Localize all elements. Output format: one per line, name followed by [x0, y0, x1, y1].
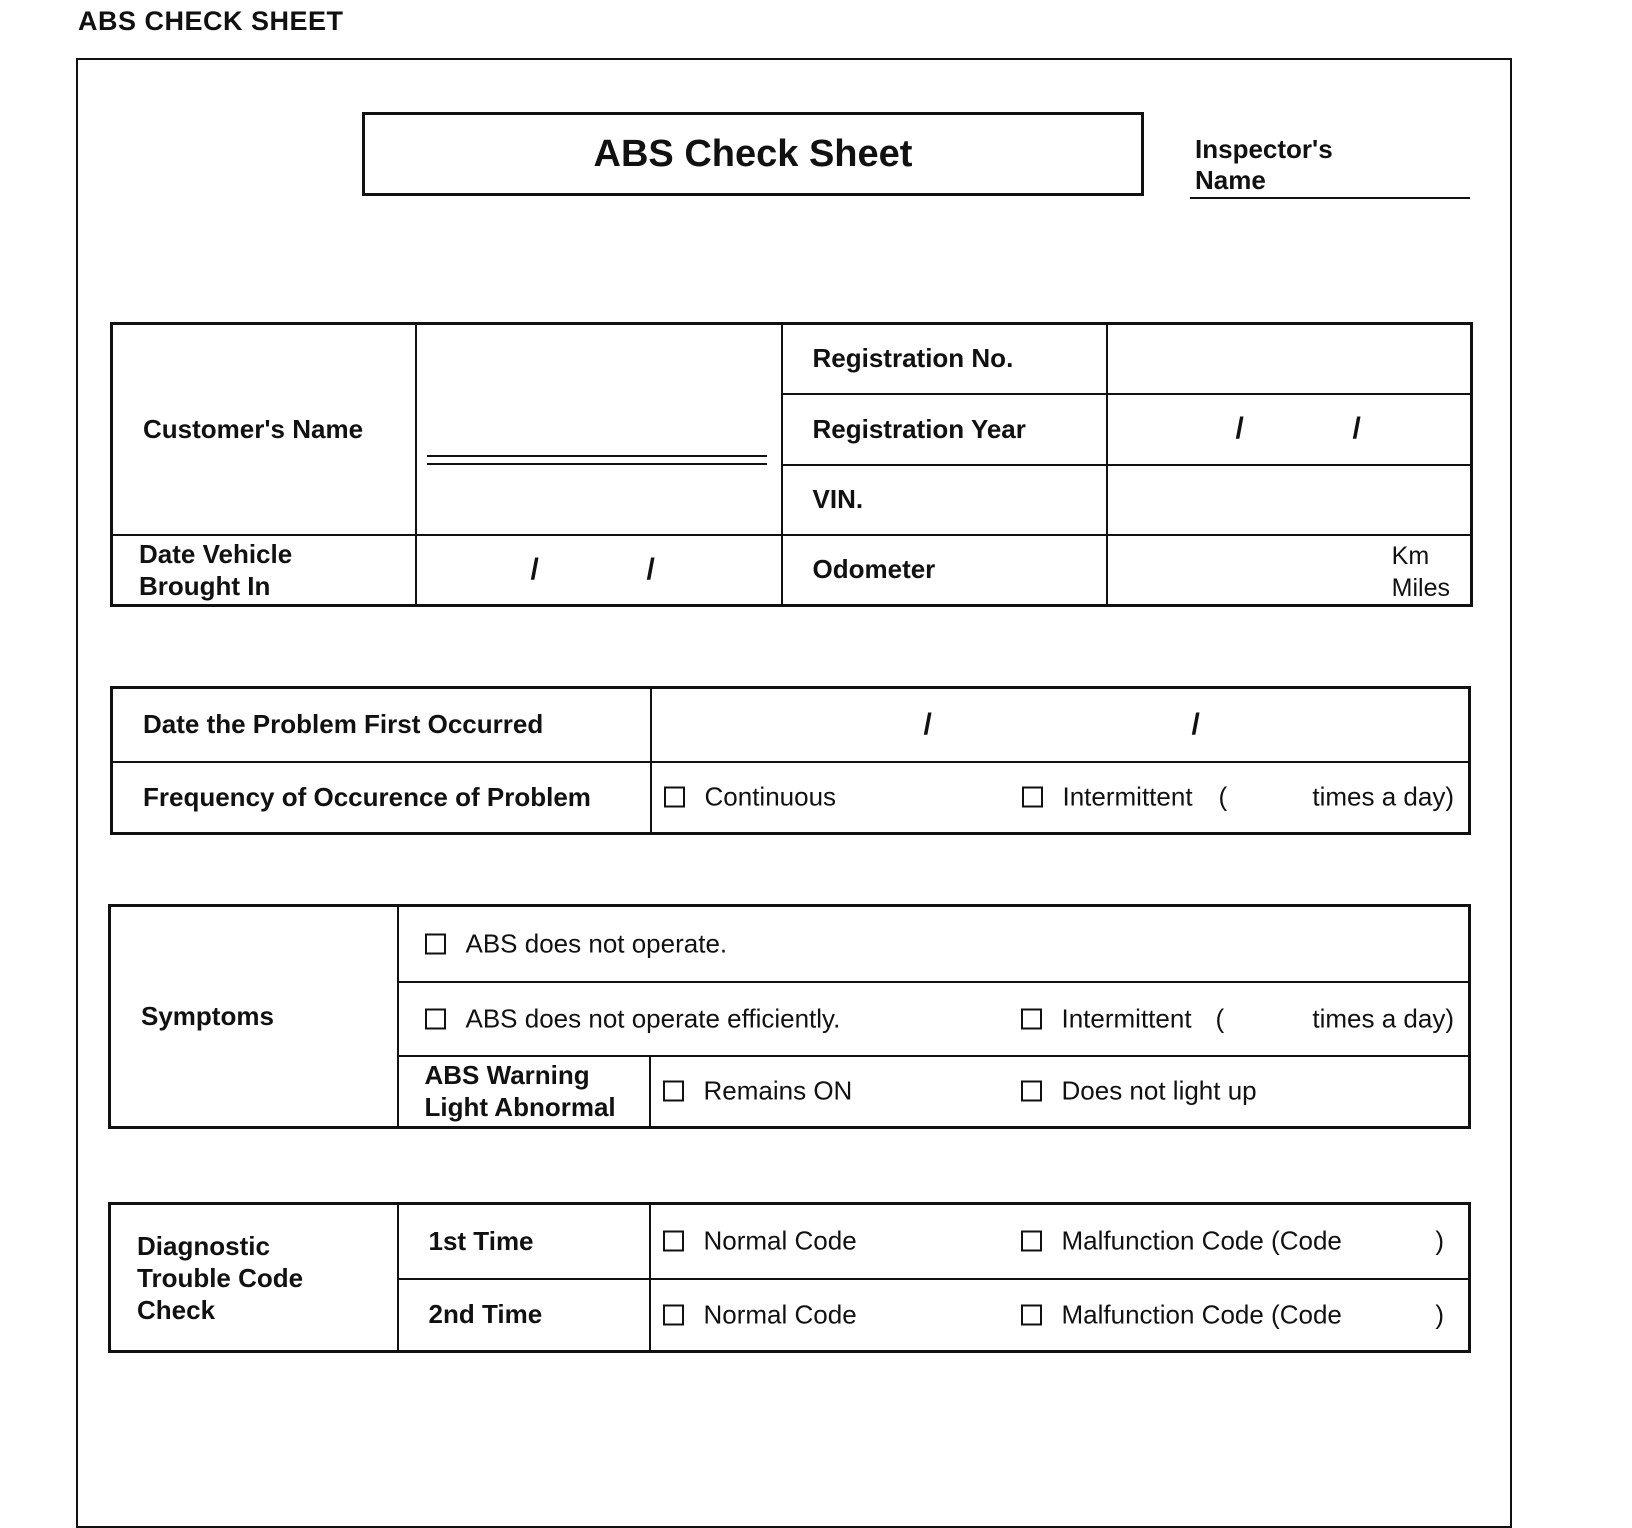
date-brought-in-label-line1: Date Vehicle — [139, 538, 293, 569]
warning-light-label-line2: Light Abnormal — [424, 1092, 616, 1123]
customer-name-label: Customer's Name — [112, 324, 416, 535]
second-malfunction-code-option[interactable] — [1021, 1299, 1342, 1330]
malfunction-code-label: Malfunction Code (Code — [1061, 1225, 1342, 1256]
inspector-label-line2: Name — [1195, 165, 1266, 195]
checkbox-icon — [663, 1081, 684, 1102]
checkbox-icon — [1021, 1231, 1042, 1252]
checkbox-icon — [1022, 787, 1043, 808]
date-separator: / — [923, 707, 932, 741]
frequency-options — [651, 762, 1470, 834]
symptom-not-efficient-row — [398, 982, 1470, 1056]
checkbox-icon — [1021, 1304, 1042, 1325]
second-time-label: 2nd Time — [398, 1279, 650, 1352]
normal-code-label: Normal Code — [703, 1299, 857, 1330]
customer-name-underline — [427, 455, 767, 465]
intermittent-option[interactable] — [1022, 782, 1193, 813]
registration-year-field[interactable] — [1107, 394, 1472, 465]
malfunction-code-label: Malfunction Code (Code — [1061, 1299, 1342, 1330]
continuous-label: Continuous — [704, 781, 837, 812]
date-separator: / — [646, 552, 655, 586]
times-a-day-label: times a day) — [1312, 781, 1454, 812]
dtc-label-line2: Trouble Code — [137, 1262, 304, 1293]
form-title: ABS Check Sheet — [362, 112, 1144, 196]
date-brought-in-label-line2: Brought In — [139, 570, 271, 601]
second-time-options — [650, 1279, 1470, 1352]
checkbox-icon — [663, 1304, 684, 1325]
close-paren: ) — [1435, 1225, 1444, 1256]
remains-on-label: Remains ON — [703, 1075, 853, 1106]
date-separator: / — [530, 552, 539, 586]
continuous-option[interactable] — [664, 782, 837, 813]
checkbox-icon — [425, 933, 446, 954]
close-paren: ) — [1435, 1299, 1444, 1330]
inspector-label-line1: Inspector's — [1195, 134, 1333, 164]
checkbox-icon — [664, 787, 685, 808]
checkbox-icon — [1021, 1008, 1042, 1029]
frequency-label: Frequency of Occurence of Problem — [112, 762, 651, 834]
not-efficient-option[interactable] — [425, 1003, 841, 1034]
not-operate-label: ABS does not operate. — [465, 928, 728, 959]
odometer-label: Odometer — [782, 535, 1107, 606]
symptom-not-operate-row — [398, 906, 1470, 982]
does-not-light-label: Does not light up — [1061, 1075, 1257, 1106]
vin-label: VIN. — [782, 465, 1107, 535]
checkbox-icon — [425, 1008, 446, 1029]
open-paren: ( — [1218, 781, 1228, 812]
warning-light-options — [650, 1056, 1470, 1128]
symptom-intermittent-option[interactable] — [1021, 1003, 1192, 1034]
symptoms-label: Symptoms — [110, 906, 398, 1128]
warning-light-label — [398, 1056, 650, 1128]
registration-year-label: Registration Year — [782, 394, 1107, 465]
inspector-name-field[interactable] — [1190, 197, 1470, 199]
first-malfunction-code-option[interactable] — [1021, 1226, 1342, 1257]
page-heading: ABS CHECK SHEET — [78, 6, 344, 36]
dtc-label-line3: Check — [137, 1294, 216, 1325]
date-separator: / — [1235, 412, 1244, 445]
odometer-field[interactable] — [1107, 535, 1472, 606]
checkbox-icon — [663, 1231, 684, 1252]
customer-name-field[interactable] — [416, 324, 782, 535]
date-separator: / — [1191, 707, 1200, 741]
dtc-label — [110, 1204, 398, 1352]
first-occurred-label: Date the Problem First Occurred — [112, 688, 651, 762]
registration-no-label: Registration No. — [782, 324, 1107, 394]
dtc-label-line1: Diagnostic — [137, 1230, 270, 1261]
remains-on-option[interactable] — [663, 1076, 853, 1107]
warning-light-label-line1: ABS Warning — [424, 1060, 590, 1091]
unit-km: Km — [1391, 541, 1430, 570]
does-not-light-option[interactable] — [1021, 1076, 1257, 1107]
first-time-label: 1st Time — [398, 1204, 650, 1279]
symptom-intermittent-label: Intermittent — [1061, 1003, 1192, 1033]
problem-occurrence-table — [110, 686, 1471, 835]
normal-code-label: Normal Code — [703, 1225, 857, 1256]
first-time-options — [650, 1204, 1470, 1279]
first-occurred-field[interactable] — [651, 688, 1470, 762]
inspector-name-label — [1195, 134, 1333, 196]
date-brought-in-field[interactable] — [416, 535, 782, 606]
open-paren: ( — [1215, 1003, 1225, 1033]
date-separator: / — [1352, 412, 1361, 445]
not-operate-option[interactable] — [425, 928, 728, 959]
not-efficient-label: ABS does not operate efficiently. — [465, 1003, 841, 1033]
vehicle-info-table — [110, 322, 1473, 607]
vin-field[interactable] — [1107, 465, 1472, 535]
times-a-day-label: times a day) — [1312, 1003, 1454, 1033]
symptoms-table — [108, 904, 1471, 1129]
date-brought-in-label — [112, 535, 416, 606]
registration-no-field[interactable] — [1107, 324, 1472, 394]
checkbox-icon — [1021, 1081, 1042, 1102]
dtc-check-table — [108, 1202, 1471, 1353]
second-normal-code-option[interactable] — [663, 1299, 857, 1330]
first-normal-code-option[interactable] — [663, 1226, 857, 1257]
intermittent-label: Intermittent — [1062, 781, 1193, 812]
unit-miles: Miles — [1391, 573, 1450, 602]
